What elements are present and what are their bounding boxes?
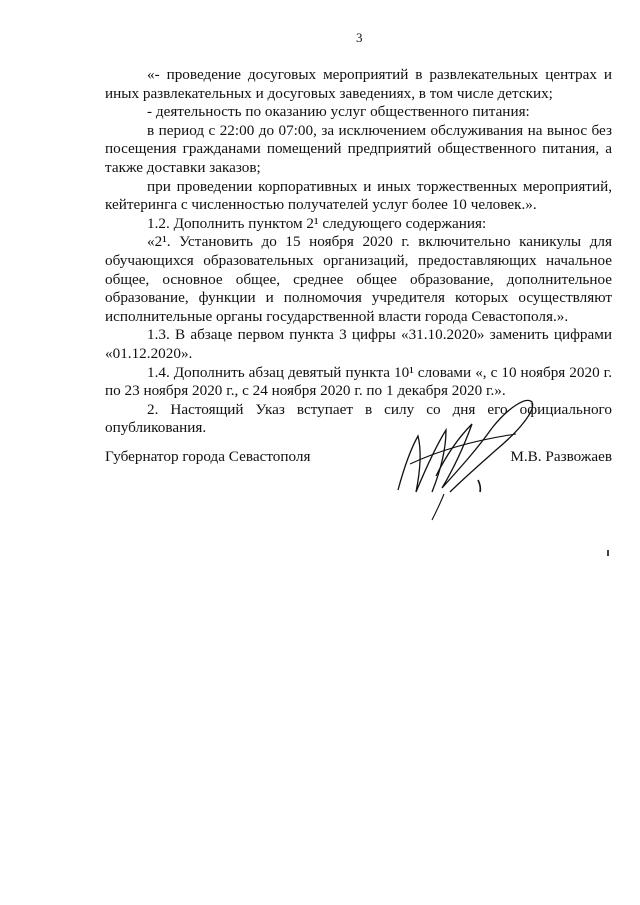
paragraph-leisure-events: «- проведение досуговых мероприятий в развлекательных центрах и иных развлекательных и досуговых заведениях, в том числе детских; <box>105 66 612 102</box>
scan-mark <box>607 550 609 556</box>
handwritten-signature <box>380 380 540 525</box>
paragraph-holidays: «2¹. Установить до 15 ноября 2020 г. включительно каникулы для обучающихся образовательных организаций, предоставляющих начальное общее, основное общее, среднее общее образование, дополнительное образование, функции и полномочия учредителя которых осуществляют исполнительные органы государственной власти города Севастополя.». <box>105 233 612 325</box>
paragraph-item-2: 2. Настоящий Указ вступает в силу со дня его официального опубликования. <box>105 400 612 437</box>
paragraph-item-1-3: 1.3. В абзаце первом пункта 3 цифры «31.10.2020» заменить цифрами «01.12.2020». <box>105 326 612 362</box>
paragraph-item-1-2: 1.2. Дополнить пунктом 2¹ следующего содержания: <box>147 214 487 232</box>
paragraph-night-hours: в период с 22:00 до 07:00, за исключением обслуживания на вынос без посещения гражданами помещений предприятий общественного питания, а также доставки заказов; <box>105 121 612 176</box>
page-number: 3 <box>356 30 363 45</box>
paragraph-corporate-events: при проведении корпоративных и иных торжественных мероприятий, кейтеринга с численностью получателей услуг более 10 человек.». <box>105 177 612 214</box>
signer-title: Губернатор города Севастополя <box>105 448 311 465</box>
paragraph-catering-services: - деятельность по оказанию услуг общественного питания: <box>147 103 530 121</box>
paragraph-item-1-4: 1.4. Дополнить абзац девятый пункта 10¹ словами «, с 10 ноября 2020 г. по 23 ноября 2020 г., с 24 ноября 2020 г. по 1 декабря 2020 г.». <box>105 363 612 400</box>
signer-name: М.В. Развожаев <box>510 448 612 465</box>
